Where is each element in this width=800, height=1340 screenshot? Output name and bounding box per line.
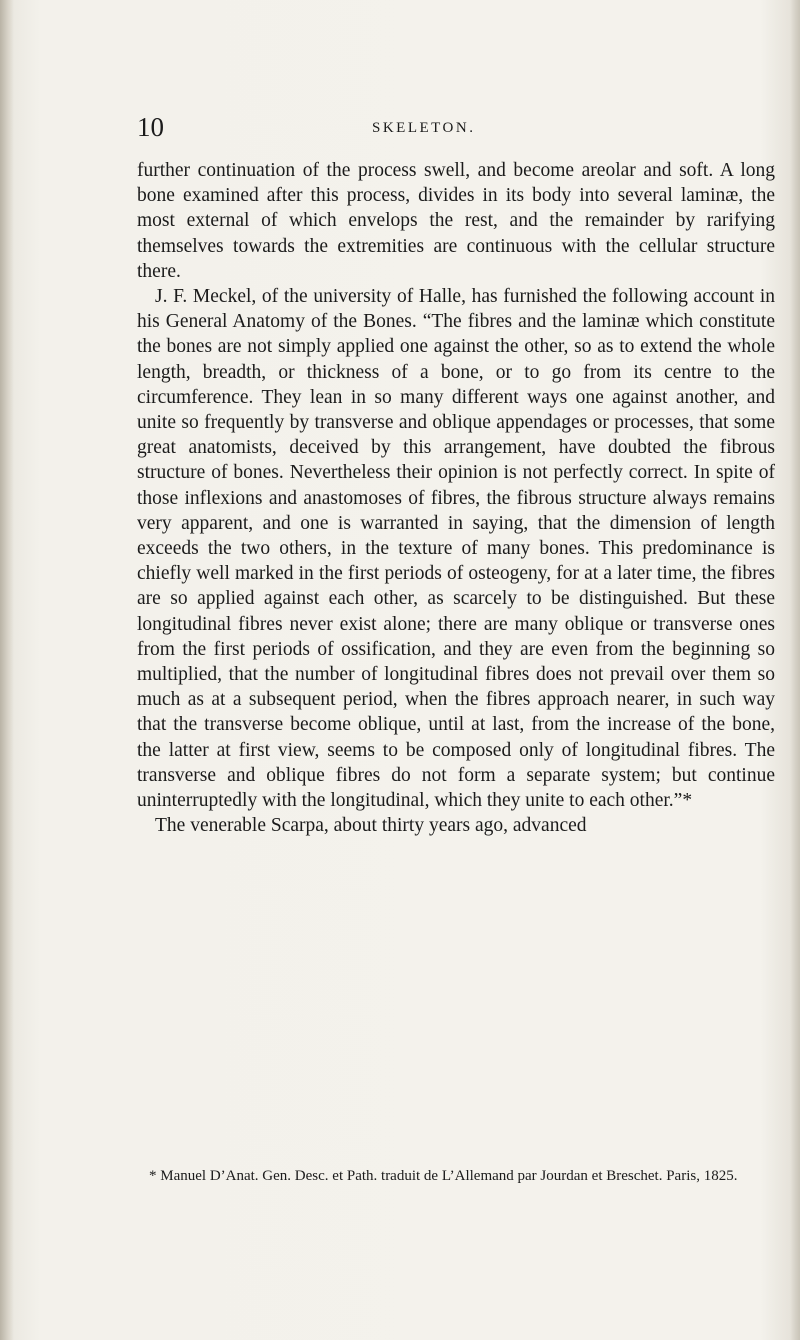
page-edge-shadow [790,0,800,1340]
paragraph-continuation: further continuation of the process swell, and become areolar and soft. A long bone examined after this process, divides in its body into several laminæ, the most external of which envelops the rest, and the remainder by rarifying themselves towards the extremities are continuous with the cellular structure there. [137,160,775,282]
paragraph-meckel: J. F. Meckel, of the university of Halle, has furnished the following account in his General Anatomy of the Bones. “The fibres and the laminæ which constitute the bones are not simply applied one against the other, so as to extend the whole length, breadth, or thickness of a bone, or to go from its centre to the circumference. They lean in so many different ways one against another, and unite so frequently by transverse and oblique appendages or processes, that some great anatomists, deceived by this arrangement, have doubted the fibrous structure of bones. Nevertheless their opinion is not perfectly correct. In spite of those inflexions and anastomoses of fibres, the fibrous structure always remains very apparent, and one is warranted in saying, that the dimension of length exceeds the two others, in the texture of many bones. This predominance is chiefly well marked in the first periods of osteogeny, for at a later time, the fibres are so applied against each other, as scarcely to be distinguished. But these longitudinal fibres never exist alone; there are many oblique or transverse ones from the first periods of ossification, and they are even from the beginning so multiplied, that the number of longitudinal fibres does not prevail over them so much as at a subsequent period, when the fibres approach nearer, in such way that the transverse become oblique, until at last, from the increase of the bone, the latter at first view, seems to be composed only of longitudinal fibres. The transverse and oblique fibres do not form a separate system; but continue uninterruptedly with the longitudinal, which they unite to each other.”* [137,286,775,812]
paragraph-scarpa: The venerable Scarpa, about thirty years ago, advanced [155,815,587,837]
body-text [137,158,775,838]
binding-shadow [0,0,14,1340]
page-number: 10 [137,112,164,142]
running-head: SKELETON. [372,120,476,136]
footnote [137,1166,777,1186]
footnote-text: * Manuel D’Anat. Gen. Desc. et Path. traduit de L’Allemand par Jourdan et Breschet. Paris, 1825. [149,1168,738,1184]
page-header [137,110,777,144]
